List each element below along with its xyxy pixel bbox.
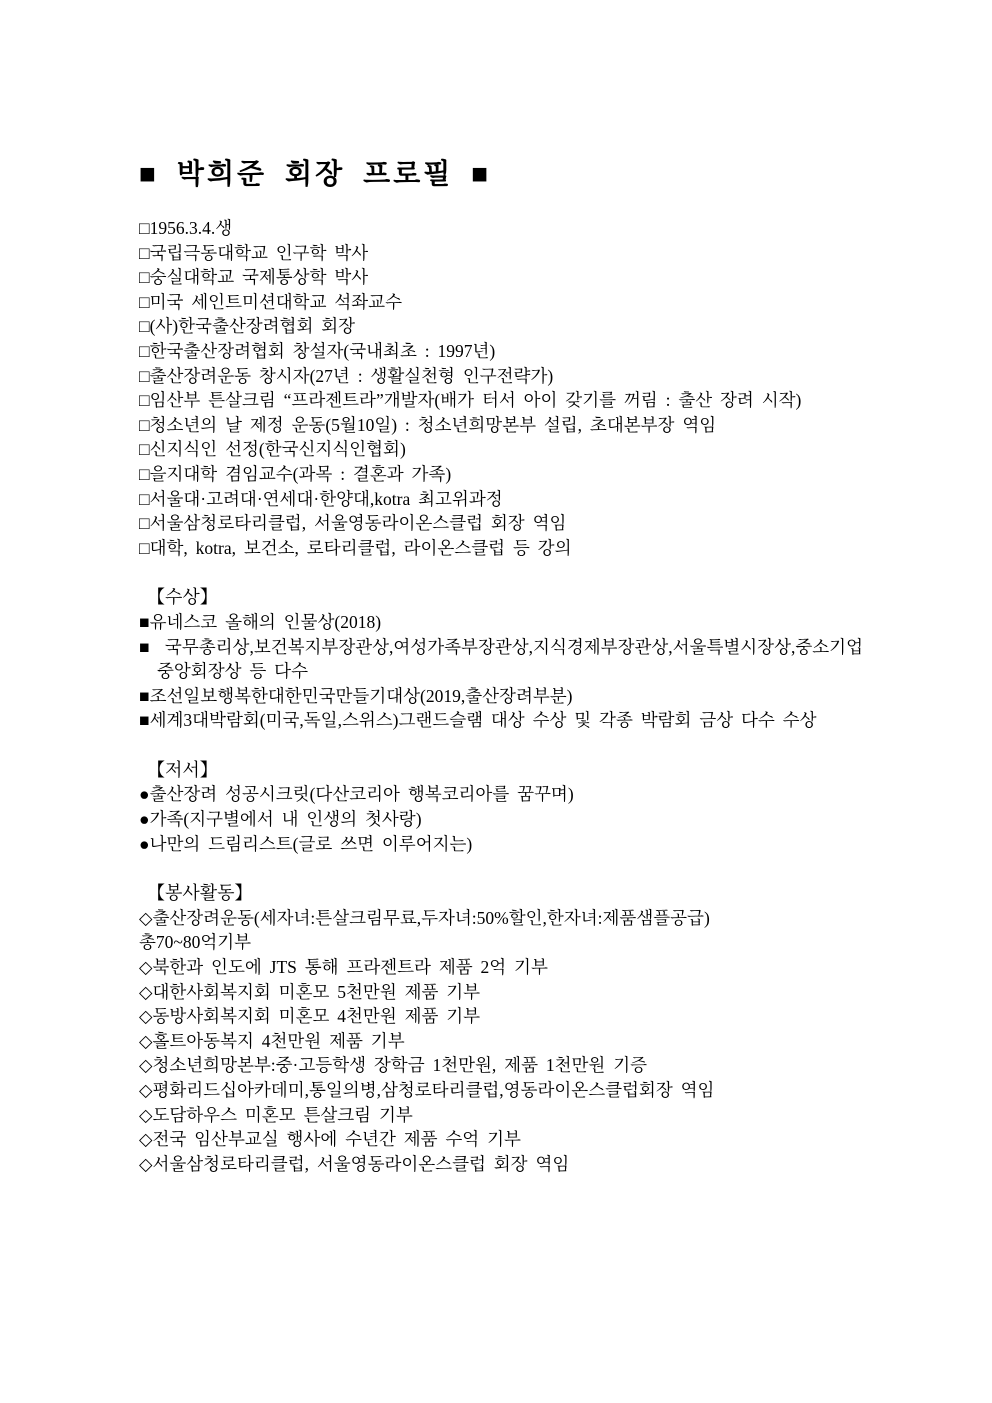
volunteer-item: ◇북한과 인도에 JTS 통해 프라젠트라 제품 2억 기부	[139, 957, 548, 978]
volunteer-item: ◇홀트아동복지 4천만원 제품 기부	[139, 1030, 405, 1051]
profile-list	[139, 216, 863, 560]
profile-item: □한국출산장려협회 창설자(국내최초 : 1997년)	[139, 340, 496, 361]
profile-item: □대학, kotra, 보건소, 로타리클럽, 라이온스클럽 등 강의	[139, 537, 572, 558]
volunteer-item: ◇출산장려운동(세자녀:튼살크림무료,두자녀:50%할인,한자녀:제품샘플공급)	[139, 907, 710, 928]
books-section	[139, 758, 863, 856]
profile-item: □신지식인 선정(한국신지식인협회)	[139, 439, 406, 460]
profile-item: □을지대학 겸임교수(과목 : 결혼과 가족)	[139, 463, 452, 484]
awards-section	[139, 585, 863, 733]
page-title: ■ 박희준 회장 프로필 ■	[139, 159, 492, 190]
award-item: ■조선일보행복한대한민국만들기대상(2019,출산장려부분)	[139, 685, 573, 706]
volunteer-item: ◇전국 임산부교실 행사에 수년간 제품 수억 기부	[139, 1129, 521, 1150]
volunteer-item: ◇평화리드십아카데미,통일의병,삼청로타리클럽,영동라이온스클럽회장 역임	[139, 1080, 715, 1100]
volunteer-item: ◇청소년희망본부:중·고등학생 장학금 1천만원, 제품 1천만원 기증	[139, 1055, 648, 1076]
profile-item: □임산부 튼살크림 “프라젠트라”개발자(배가 터서 아이 갖기를 꺼림 : 출산 장려 시작)	[139, 390, 802, 411]
volunteer-item: ◇도담하우스 미혼모 튼살크림 기부	[139, 1104, 413, 1125]
award-item: ■유네스코 올해의 인물상(2018)	[139, 611, 382, 632]
document-content	[139, 158, 863, 1176]
volunteer-section	[139, 881, 863, 1176]
volunteer-item-continuation: 총70~80억기부	[139, 932, 252, 953]
profile-item: □숭실대학교 국제통상학 박사	[139, 267, 369, 288]
profile-item: □(사)한국출산장려협회 회장	[139, 316, 356, 337]
book-item: ●나만의 드림리스트(글로 쓰면 이루어지는)	[139, 833, 473, 854]
profile-item: □서울대·고려대·연세대·한양대,kotra 최고위과정	[139, 488, 503, 509]
award-item: ■국무총리상,보건복지부장관상,여성가족부장관상,지식경제부장관상,서울특별시장상,중소기업중앙회장상 등 다수	[139, 636, 863, 682]
profile-item: □국립극동대학교 인구학 박사	[139, 242, 369, 263]
profile-item: □1956.3.4.생	[139, 218, 233, 238]
profile-item: □서울삼청로타리클럽, 서울영동라이온스클럽 회장 역임	[139, 513, 567, 534]
books-section-heading: 【저서】	[147, 759, 218, 780]
volunteer-item: ◇동방사회복지회 미혼모 4천만원 제품 기부	[139, 1006, 481, 1027]
award-item: ■세계3대박람회(미국,독일,스위스)그랜드슬램 대상 수상 및 각종 박람회 금상 다수 수상	[139, 710, 817, 731]
book-item: ●출산장려 성공시크릿(다산코리아 행복코리아를 꿈꾸며)	[139, 784, 574, 805]
profile-item: □출산장려운동 창시자(27년 : 생활실천형 인구전략가)	[139, 365, 554, 386]
book-item: ●가족(지구별에서 내 인생의 첫사랑)	[139, 809, 422, 830]
volunteer-item: ◇서울삼청로타리클럽, 서울영동라이온스클럽 회장 역임	[139, 1153, 570, 1174]
profile-item: □청소년의 날 제정 운동(5월10일) : 청소년희망본부 설립, 초대본부장 역임	[139, 414, 717, 435]
awards-section-heading: 【수상】	[147, 587, 218, 608]
profile-item: □미국 세인트미션대학교 석좌교수	[139, 291, 402, 312]
volunteer-section-heading: 【봉사활동】	[147, 883, 253, 904]
volunteer-item: ◇대한사회복지회 미혼모 5천만원 제품 기부	[139, 981, 481, 1002]
